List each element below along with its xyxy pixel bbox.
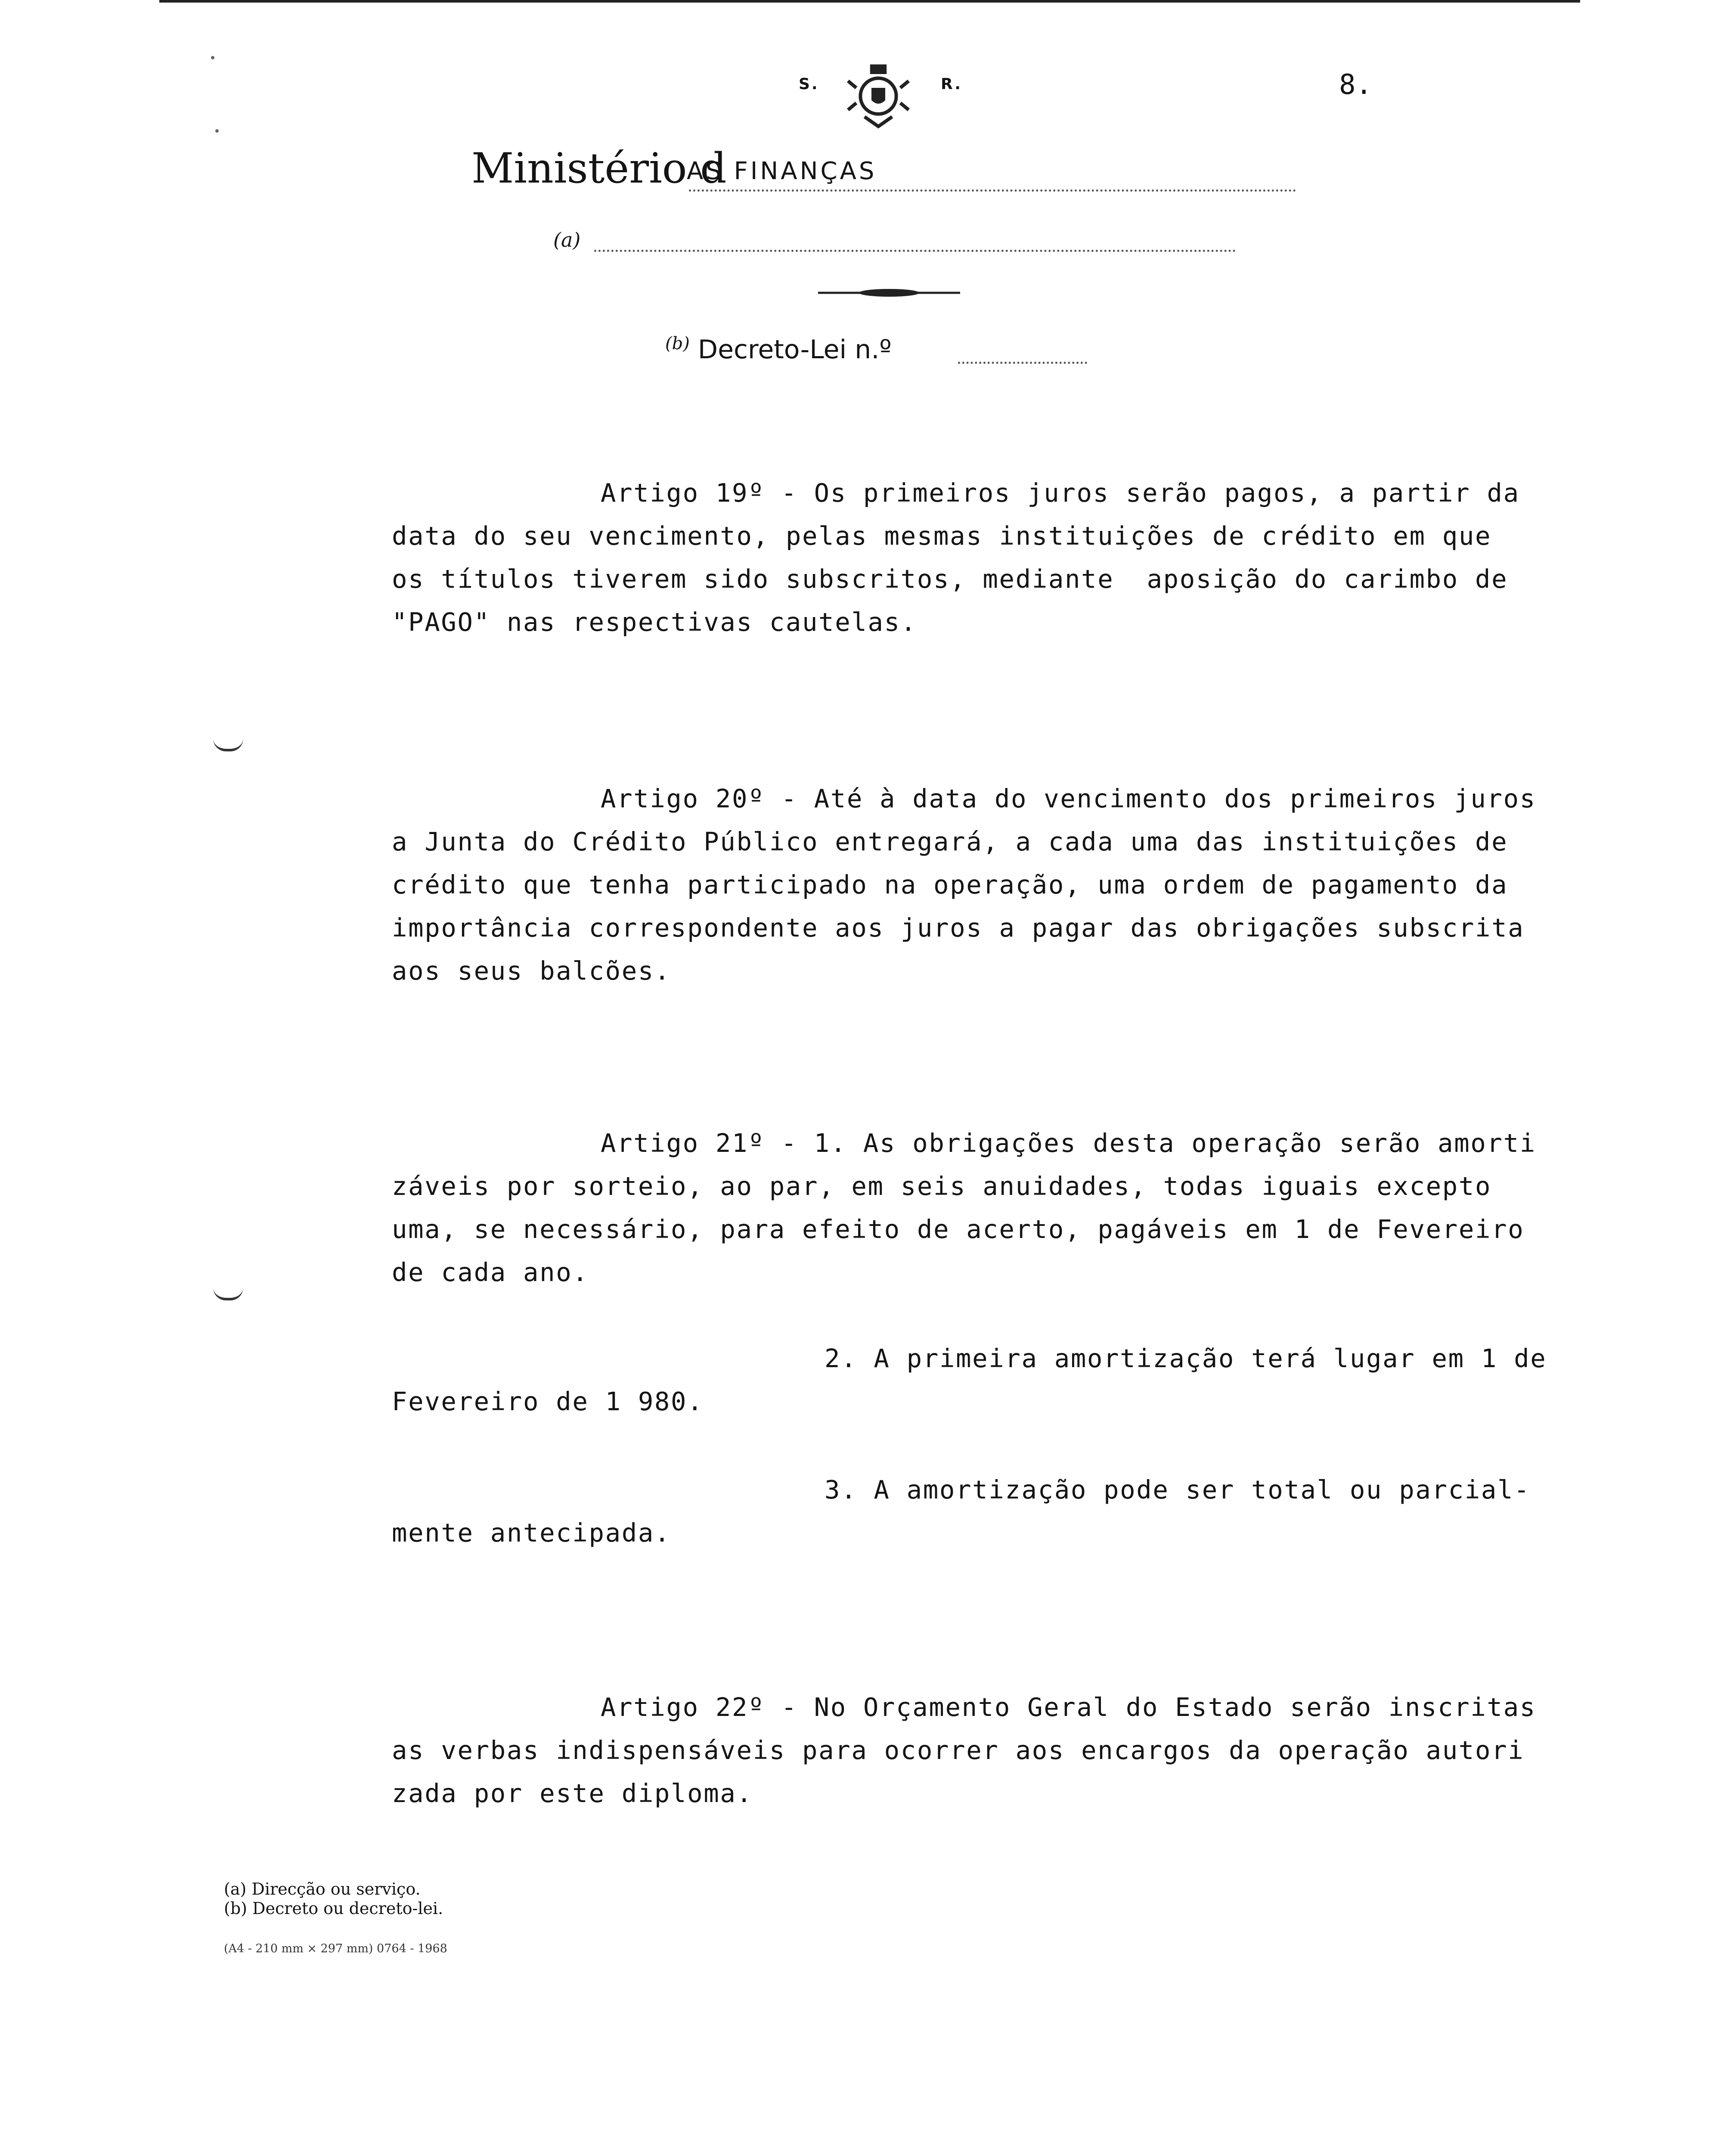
page-number: 8. <box>1339 69 1373 101</box>
form-code: (A4 - 210 mm × 297 mm) 0764 - 1968 <box>224 1942 447 1955</box>
scan-speck <box>215 129 219 133</box>
article-20-line: aos seus balcões. <box>392 956 671 986</box>
service-label-a: (a) <box>553 228 581 251</box>
article-22-line: as verbas indispensáveis para ocorrer aos encargos da operação autori <box>392 1735 1525 1765</box>
article-21-paragraph-2-line: 2. A primeira amortização terá lugar em 1 de <box>825 1343 1547 1373</box>
header-r-letter: R. <box>941 75 963 93</box>
decree-dotted-line <box>958 362 1087 364</box>
decree-marker-b: (b) <box>665 334 690 354</box>
scan-speck <box>211 56 214 59</box>
decree-line <box>665 334 892 365</box>
article-19-line: Artigo 19º - Os primeiros juros serão pagos, a partir da <box>601 478 1520 508</box>
article-21-paragraph-3-line: mente antecipada. <box>392 1518 671 1548</box>
article-21-line: de cada ano. <box>392 1257 589 1287</box>
decree-label: Decreto-Lei n.º <box>698 335 892 365</box>
top-border-rule <box>159 0 1580 3</box>
divider-ornament <box>818 284 960 301</box>
footnote-b: (b) Decreto ou decreto-lei. <box>224 1899 443 1918</box>
binding-hole-mark <box>213 738 243 751</box>
article-20-line: crédito que tenha participado na operação, uma ordem de pagamento da <box>392 870 1508 900</box>
article-21-paragraph-2-line: Fevereiro de 1 980. <box>392 1387 704 1416</box>
article-20-line: Artigo 20º - Até à data do vencimento dos primeiros juros <box>601 784 1536 813</box>
article-22-line: Artigo 22º - No Orçamento Geral do Estado serão inscritas <box>601 1692 1536 1722</box>
article-21-line: záveis por sorteio, ao par, em seis anuidades, todas iguais excepto <box>392 1171 1492 1201</box>
ministry-title: Ministério d <box>471 144 727 192</box>
article-19-line: "PAGO" nas respectivas cautelas. <box>392 607 917 637</box>
article-20-line: importância correspondente aos juros a pagar das obrigações subscrita <box>392 913 1525 943</box>
coat-of-arms-seal <box>844 60 913 129</box>
ministry-department: AS FINANÇAS <box>687 157 877 185</box>
footnote-a: (a) Direcção ou serviço. <box>224 1880 421 1899</box>
ministry-dotted-line <box>689 189 1296 192</box>
article-19-line: os títulos tiverem sido subscritos, mediante aposição do carimbo de <box>392 564 1508 594</box>
article-21-line: uma, se necessário, para efeito de acerto, pagáveis em 1 de Fevereiro <box>392 1214 1525 1244</box>
article-21-line: Artigo 21º - 1. As obrigações desta operação serão amorti <box>601 1128 1536 1158</box>
article-22-line: zada por este diploma. <box>392 1778 753 1808</box>
article-21-paragraph-3-line: 3. A amortização pode ser total ou parcial- <box>825 1475 1531 1505</box>
article-19-line: data do seu vencimento, pelas mesmas instituições de crédito em que <box>392 521 1492 551</box>
binding-hole-mark <box>213 1287 243 1300</box>
article-20-line: a Junta do Crédito Público entregará, a cada uma das instituições de <box>392 827 1508 856</box>
header-s-letter: S. <box>799 75 819 93</box>
service-dotted-line <box>594 250 1236 252</box>
